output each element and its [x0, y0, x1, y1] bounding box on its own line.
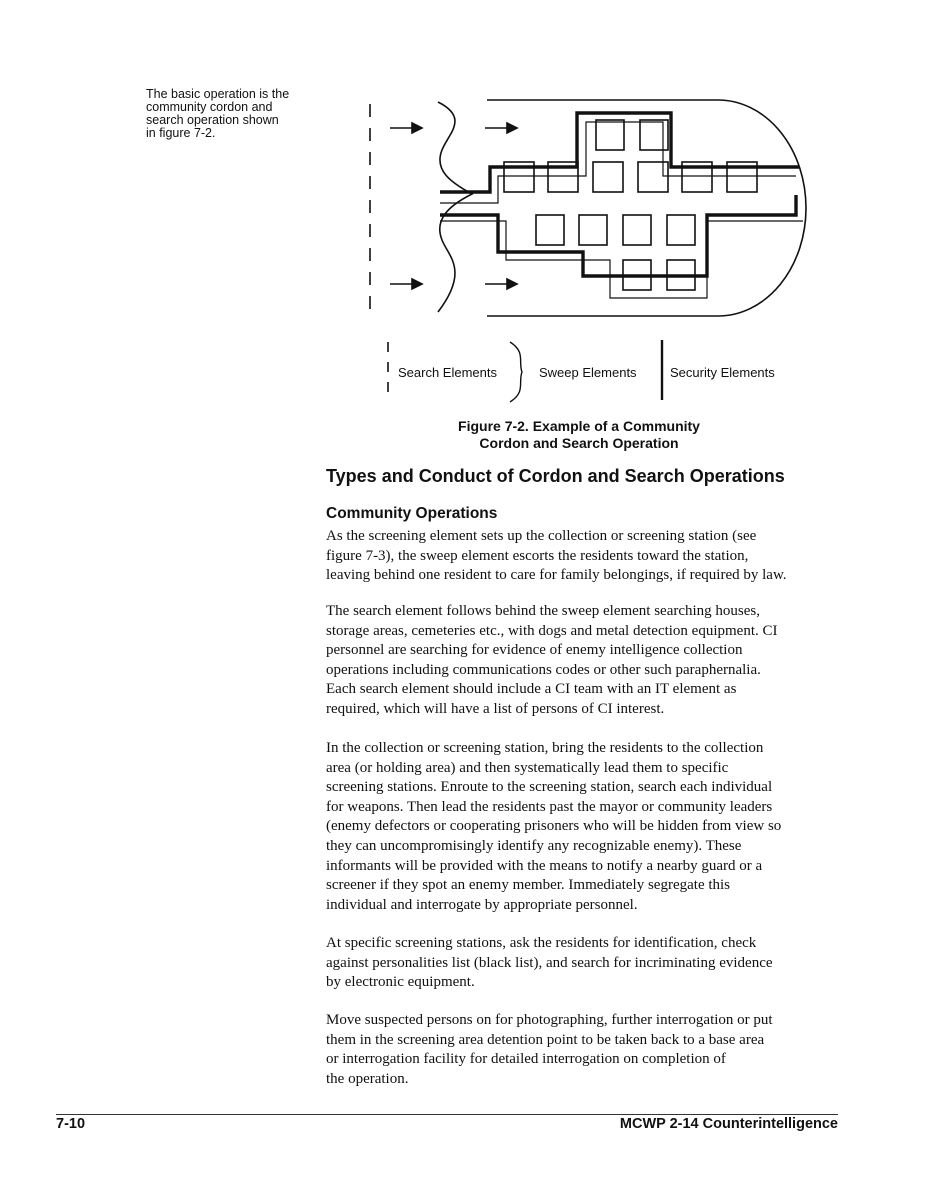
house	[640, 120, 668, 150]
margin-note-line: community cordon and	[146, 100, 273, 114]
publication-title: MCWP 2-14 Counterintelligence	[619, 1116, 838, 1132]
legend-security-label: Security Elements	[670, 365, 775, 380]
houses	[504, 120, 757, 290]
legend-search-label: Search Elements	[398, 365, 497, 380]
text-line: screening stations. Enroute to the screening station, search each individual	[326, 779, 773, 796]
text-line: they can uncompromisingly identify any recognizable enemy). These	[326, 837, 742, 854]
arrowhead	[507, 123, 517, 133]
arrowhead	[507, 279, 517, 289]
text-line: At specific screening stations, ask the residents for identification, check	[326, 935, 757, 951]
text-line: operations including communications codes or other such paraphernalia.	[326, 661, 761, 678]
text-line: by electronic equipment.	[326, 974, 475, 991]
road-lower-inner	[440, 221, 803, 298]
caption-line: Figure 7-2. Example of a Community	[458, 418, 700, 434]
sweep-line	[438, 102, 472, 312]
cordon-search-diagram	[350, 90, 820, 420]
house	[593, 162, 623, 192]
margin-note-line: search operation shown	[146, 113, 279, 127]
paragraph-5	[326, 1011, 846, 1089]
text-line: figure 7-3), the sweep element escorts the residents toward the station,	[326, 547, 749, 564]
arrowhead	[412, 279, 422, 289]
text-line: them in the screening area detention point to be taken back to a base area	[326, 1031, 765, 1048]
legend-sweep-symbol	[510, 342, 522, 402]
house	[623, 215, 651, 245]
paragraph-3	[326, 739, 846, 915]
text-line: for weapons. Then lead the residents past the mayor or community leaders	[326, 798, 773, 815]
house	[536, 215, 564, 245]
page-number: 7-10	[56, 1116, 86, 1132]
text-line: informants will be provided with the means to notify a nearby guard or a	[326, 857, 763, 874]
margin-note-line: The basic operation is the	[146, 87, 290, 101]
house	[596, 120, 624, 150]
margin-note	[146, 88, 316, 140]
text-line: against personalities list (black list), and search for incriminating evidence	[326, 954, 773, 971]
text-line: Each search element should include a CI team with an IT element as	[326, 681, 737, 698]
road-lower	[440, 195, 796, 276]
house	[579, 215, 607, 245]
text-line: In the collection or screening station, bring the residents to the collection	[326, 740, 764, 756]
legend-sweep-label: Sweep Elements	[539, 365, 637, 380]
security-cordon	[487, 100, 806, 316]
road-upper	[440, 113, 799, 192]
caption-line: Cordon and Search Operation	[479, 435, 679, 451]
text-line: storage areas, cemeteries etc., with dogs and metal detection equipment. CI	[326, 622, 778, 639]
house	[667, 215, 695, 245]
paragraph-1	[326, 527, 846, 586]
text-line: The search element follows behind the sweep element searching houses,	[326, 603, 761, 619]
text-line: area (or holding area) and then systematically lead them to specific	[326, 759, 729, 776]
text-line: required, which will have a list of persons of CI interest.	[326, 700, 665, 717]
paragraph-4	[326, 934, 846, 993]
margin-note-line: in figure 7-2.	[146, 126, 216, 140]
subsection-title: Community Operations	[326, 505, 498, 522]
text-line: screener if they spot an enemy member. Immediately segregate this	[326, 877, 731, 894]
paragraph-2	[326, 602, 846, 720]
footer-rule	[56, 1114, 838, 1115]
figure-caption	[400, 418, 758, 452]
text-line: As the screening element sets up the collection or screening station (see	[326, 528, 757, 544]
section-title: Types and Conduct of Cordon and Search Operations	[326, 466, 785, 486]
text-line: Move suspected persons on for photographing, further interrogation or put	[326, 1012, 773, 1028]
text-line: leaving behind one resident to care for family belongings, if required by law.	[326, 567, 787, 584]
text-line: the operation.	[326, 1070, 409, 1087]
text-line: (enemy defectors or cooperating prisoners who will be hidden from view so	[326, 818, 782, 835]
text-line: or interrogation facility for detailed interrogation on completion of	[326, 1051, 726, 1068]
text-line: individual and interrogate by appropriate personnel.	[326, 896, 638, 913]
text-line: personnel are searching for evidence of enemy intelligence collection	[326, 642, 743, 659]
arrowhead	[412, 123, 422, 133]
